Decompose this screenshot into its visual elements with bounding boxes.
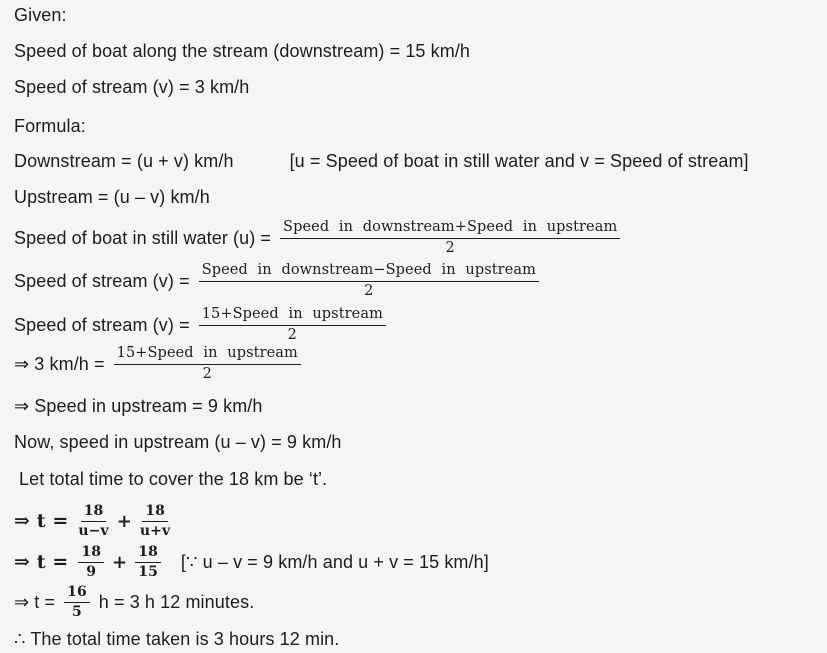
fraction (135, 544, 161, 580)
fraction (78, 503, 108, 539)
boat-still-water-equation (14, 221, 821, 255)
stream-speed-equation (14, 264, 821, 298)
stream-speed-solve-equation (14, 347, 821, 381)
equation-prefix: ⇒ t = (14, 551, 69, 573)
equation-prefix: Speed of boat in still water (u) = (14, 227, 272, 248)
fraction-numerator: Speed in downstream+Speed in upstream (280, 219, 620, 238)
plus-operator: + (116, 510, 132, 532)
fraction-numerator: 16 (64, 584, 90, 603)
equation-prefix: Speed of stream (v) = (14, 314, 190, 335)
downstream-formula-line (14, 151, 821, 172)
fraction-denominator: 15 (138, 563, 158, 580)
line-text: Speed of boat along the stream (downstream) = 15 km/h (14, 41, 471, 61)
fraction-denominator: u−v (78, 522, 109, 539)
fraction (64, 584, 90, 620)
formula-text: Downstream = (u + v) km/h (14, 151, 234, 171)
fraction-numerator: 15+Speed in upstream (199, 306, 386, 325)
time-equation-symbolic (14, 503, 821, 539)
time-equation-numeric (14, 544, 821, 580)
line-text: ∴ The total time taken is 3 hours 12 min. (14, 629, 340, 649)
fraction-denominator: 2 (202, 365, 212, 382)
formula-text: Upstream = (u – v) km/h (14, 187, 210, 207)
fraction-numerator: 18 (135, 544, 161, 563)
fraction (114, 345, 301, 382)
upstream-speed-result (14, 396, 821, 417)
fraction-numerator: 18 (81, 503, 107, 522)
heading-text: Formula: (14, 116, 86, 136)
equation-prefix: Speed of stream (v) = (14, 270, 190, 291)
upstream-formula-line (14, 187, 821, 208)
fraction-numerator: 15+Speed in upstream (114, 345, 301, 364)
fraction-denominator: 2 (445, 239, 455, 256)
equation-prefix: ⇒ 3 km/h = (14, 353, 105, 374)
fraction-denominator: 2 (364, 282, 374, 299)
fraction (78, 544, 104, 580)
bracket-note: [∵ u – v = 9 km/h and u + v = 15 km/h] (180, 551, 489, 572)
given-stream-speed (14, 77, 821, 98)
fraction-denominator: 5 (72, 603, 82, 620)
fraction (199, 306, 386, 343)
heading-text: Given: (14, 5, 67, 25)
fraction (199, 262, 539, 299)
conclusion-line (14, 629, 821, 650)
equation-prefix: ⇒ t = (14, 591, 56, 612)
bracket-note: [u = Speed of boat in still water and v = Speed of stream] (289, 151, 749, 171)
line-text: Let total time to cover the 18 km be ‘t’. (19, 469, 328, 489)
equation-suffix: h = 3 h 12 minutes. (98, 591, 255, 612)
fraction-numerator: 18 (142, 503, 168, 522)
line-text: ⇒ Speed in upstream = 9 km/h (14, 396, 263, 416)
given-heading (14, 5, 821, 26)
equation-prefix: ⇒ t = (14, 510, 69, 532)
stream-speed-substituted-equation (14, 308, 821, 342)
fraction (140, 503, 170, 539)
upstream-speed-restated (14, 432, 821, 453)
line-text: Now, speed in upstream (u – v) = 9 km/h (14, 432, 342, 452)
given-downstream-speed (14, 41, 821, 62)
fraction-denominator: 9 (86, 563, 97, 580)
line-text: Speed of stream (v) = 3 km/h (14, 77, 250, 97)
fraction-denominator: 2 (287, 326, 297, 343)
fraction-denominator: u+v (139, 522, 171, 539)
plus-operator: + (112, 551, 128, 573)
fraction-numerator: Speed in downstream−Speed in upstream (199, 262, 539, 281)
time-result-equation (14, 585, 821, 619)
fraction (280, 219, 620, 256)
fraction-numerator: 18 (78, 544, 104, 563)
time-setup-line (14, 469, 821, 490)
formula-heading (14, 116, 821, 137)
